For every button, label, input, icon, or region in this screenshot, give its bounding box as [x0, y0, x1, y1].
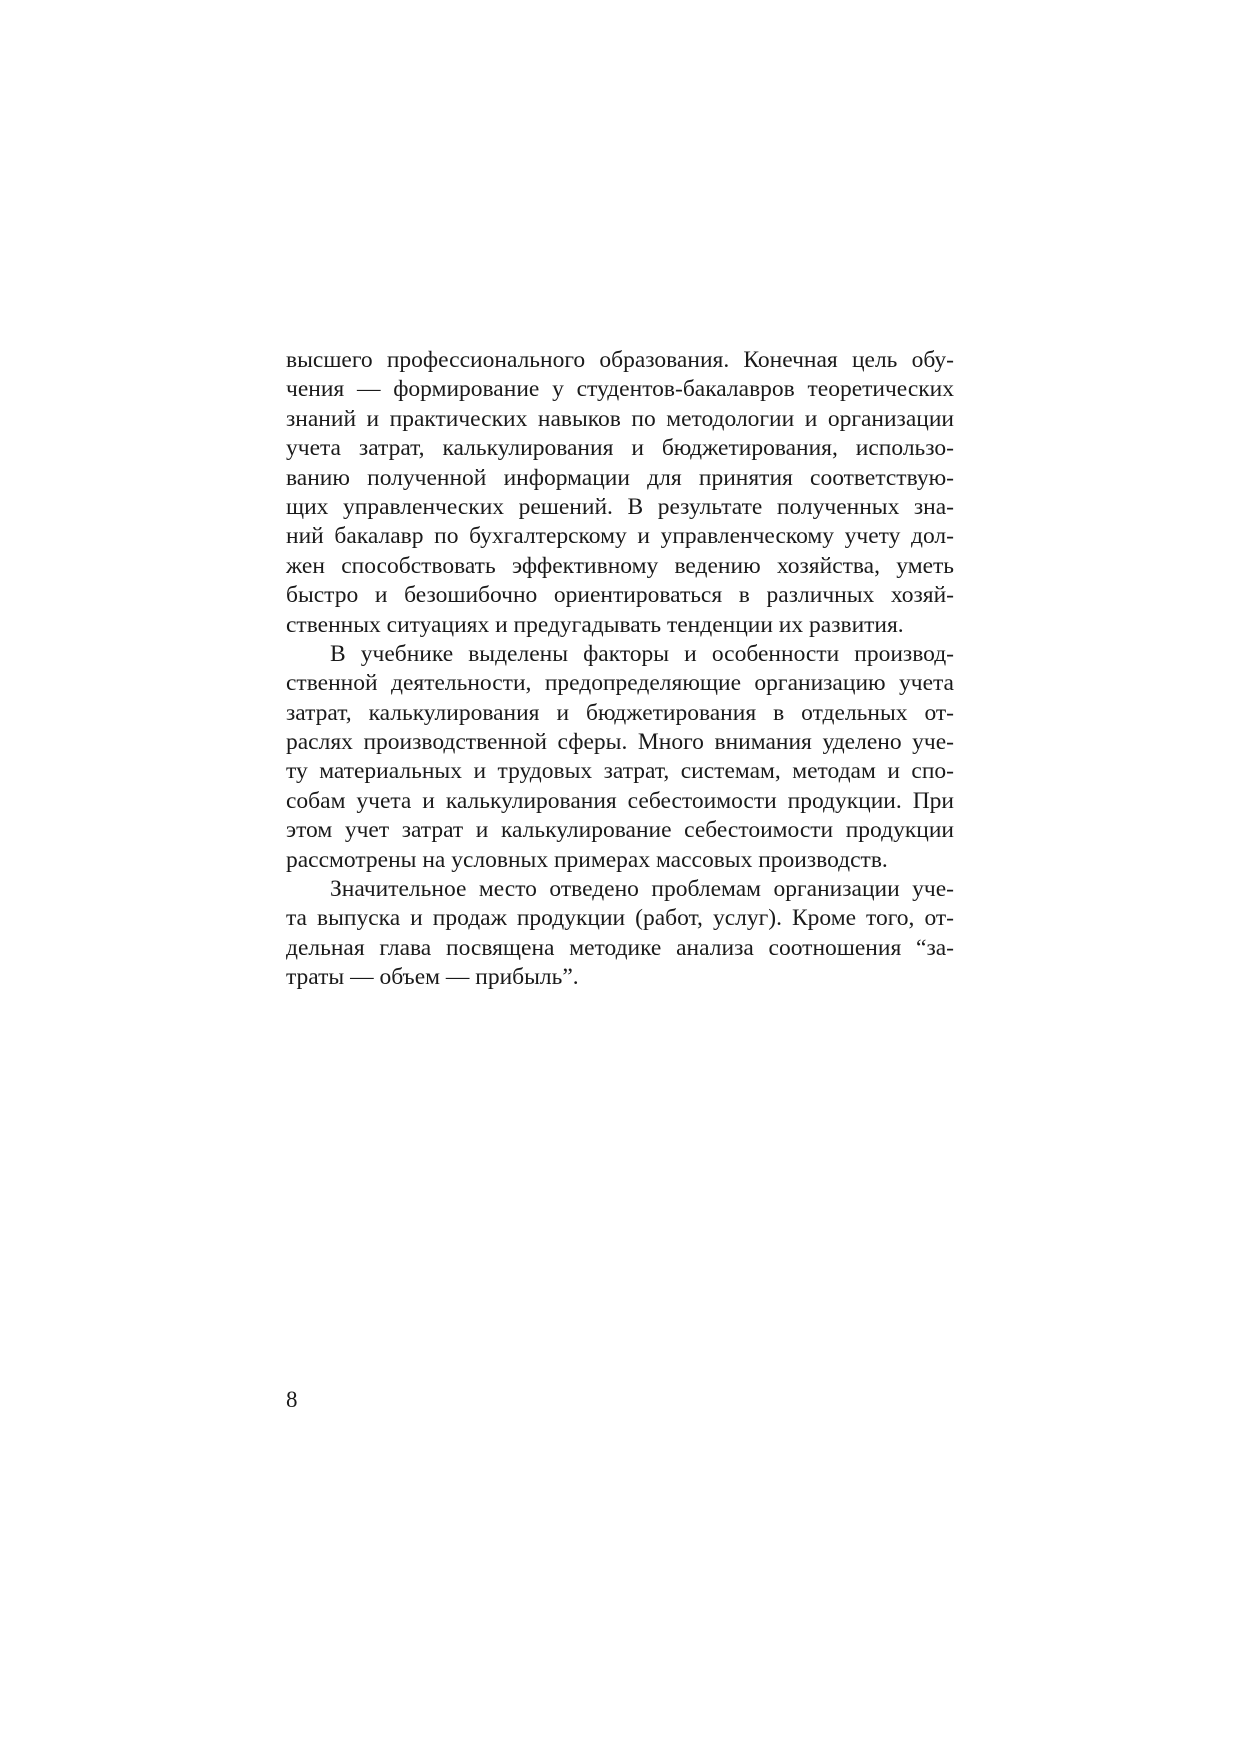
- paragraph-1: [286, 346, 954, 640]
- text-line: ту материальных и трудовых затрат, системам, методам и спо-: [286, 758, 954, 785]
- text-line: Значительное место отведено проблемам организации уче-: [330, 876, 954, 903]
- text-line: чения — формирование у студентов-бакалавров теоретических: [286, 376, 954, 403]
- text-line: ванию полученной информации для принятия соответствую-: [286, 464, 954, 491]
- text-line: высшего профессионального образования. Конечная цель обу-: [286, 347, 954, 373]
- text-line: ственных ситуациях и предугадывать тенденции их развития.: [286, 611, 904, 638]
- text-line: дельная глава посвящена методике анализа соотношения “за-: [286, 934, 954, 961]
- page-number: 8: [286, 1387, 298, 1412]
- text-line: жен способствовать эффективному ведению хозяйства, уметь: [286, 552, 954, 579]
- text-line: быстро и безошибочно ориентироваться в различных хозяй-: [286, 582, 954, 609]
- text-line: В учебнике выделены факторы и особенности производ-: [330, 640, 954, 667]
- text-line: раслях производственной сферы. Много внимания уделено уче-: [286, 729, 954, 756]
- text-line: ний бакалавр по бухгалтерскому и управленческому учету дол-: [286, 523, 954, 550]
- text-line: этом учет затрат и калькулирование себестоимости продукции: [286, 817, 954, 844]
- text-line: собам учета и калькулирования себестоимости продукции. При: [286, 787, 954, 814]
- text-line: ственной деятельности, предопределяющие организацию учета: [286, 670, 954, 697]
- text-line: учета затрат, калькулирования и бюджетирования, использо-: [286, 435, 954, 462]
- body-text: [286, 346, 954, 993]
- text-line: траты — объем — прибыль”.: [286, 964, 579, 991]
- text-line: затрат, калькулирования и бюджетирования в отдельных от-: [286, 699, 954, 726]
- paragraph-3: [286, 875, 954, 993]
- text-line: рассмотрены на условных примерах массовых производств.: [286, 846, 888, 873]
- text-line: та выпуска и продаж продукции (работ, услуг). Кроме того, от-: [286, 905, 954, 932]
- paragraph-2: [286, 640, 954, 875]
- text-line: знаний и практических навыков по методологии и организации: [286, 405, 954, 432]
- text-line: щих управленческих решений. В результате полученных зна-: [286, 493, 954, 520]
